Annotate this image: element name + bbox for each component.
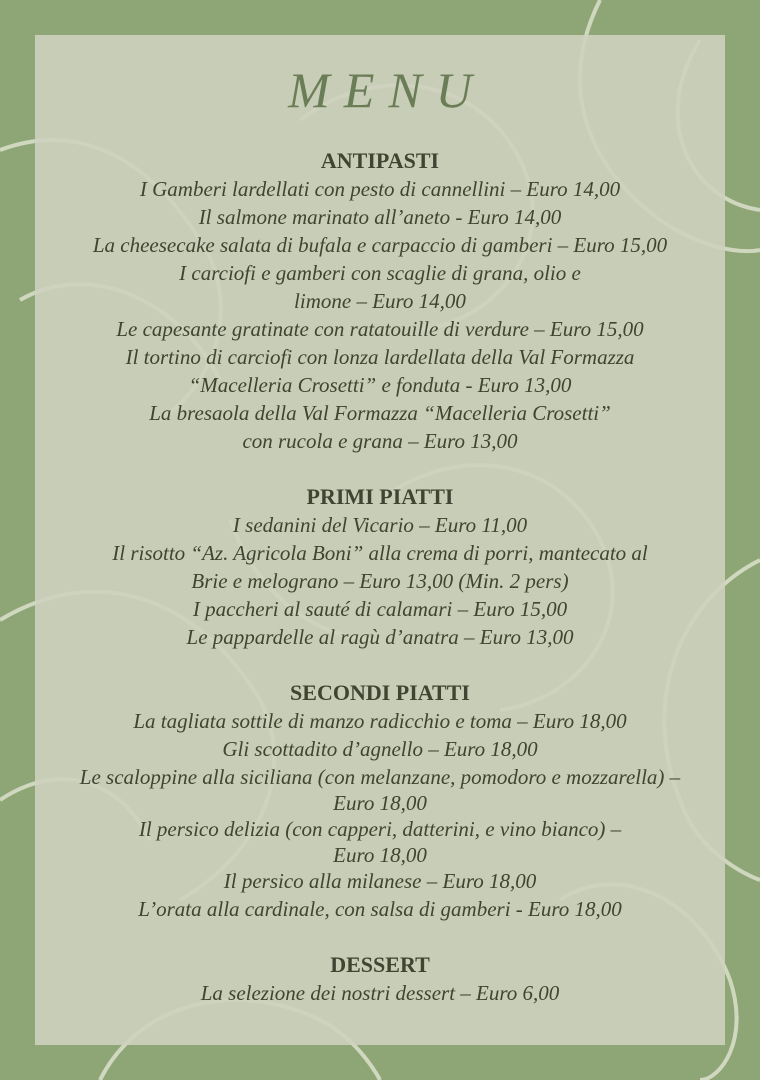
- menu-item-line: L’orata alla cardinale, con salsa di gamberi - Euro 18,00: [138, 897, 622, 921]
- menu-item-line: La cheesecake salata di bufala e carpaccio di gamberi – Euro 15,00: [92, 233, 668, 257]
- menu-item-line: Le capesante gratinate con ratatouille di verdure – Euro 15,00: [116, 317, 644, 341]
- menu-item: [35, 399, 725, 455]
- menu-section-antipasti: [35, 147, 725, 455]
- menu-item-line: Il persico alla milanese – Euro 18,00: [223, 869, 537, 893]
- menu-item-line: I paccheri al sauté di calamari – Euro 15,00: [192, 597, 568, 621]
- menu-item: [35, 867, 725, 895]
- menu-item-line: con rucola e grana – Euro 13,00: [242, 429, 518, 453]
- menu-item-line: Brie e melograno – Euro 13,00 (Min. 2 pers): [191, 569, 569, 593]
- menu-item: [35, 539, 725, 595]
- menu-item-line: Il persico delizia (con capperi, datterini, e vino bianco) –: [138, 817, 622, 841]
- section-heading: ANTIPASTI: [320, 148, 440, 173]
- menu-item-line: limone – Euro 14,00: [294, 289, 466, 313]
- menu-item: [35, 231, 725, 259]
- menu-item: [35, 735, 725, 763]
- menu-item-line: I sedanini del Vicario – Euro 11,00: [232, 513, 528, 537]
- section-heading: DESSERT: [330, 952, 430, 977]
- menu-item: [35, 203, 725, 231]
- menu-item: [35, 343, 725, 399]
- menu-content: [35, 35, 725, 1007]
- menu-item-line: Il salmone marinato all’aneto - Euro 14,00: [198, 205, 562, 229]
- section-heading: PRIMI PIATTI: [306, 484, 454, 509]
- menu-item: [35, 815, 725, 867]
- menu-item-line: La tagliata sottile di manzo radicchio e toma – Euro 18,00: [133, 709, 627, 733]
- menu-item-line: Il tortino di carciofi con lonza lardellata della Val Formazza: [125, 345, 635, 369]
- menu-item: [35, 595, 725, 623]
- menu-item-line: Euro 18,00: [333, 843, 427, 867]
- menu-item-line: La bresaola della Val Formazza “Macelleria Crosetti”: [149, 401, 611, 425]
- menu-section-dessert: [35, 951, 725, 1007]
- menu-item: [35, 511, 725, 539]
- menu-item: [35, 895, 725, 923]
- menu-title: MENU: [288, 62, 486, 118]
- menu-item-line: “Macelleria Crosetti” e fonduta - Euro 13,00: [188, 373, 572, 397]
- menu-section-primi-piatti: [35, 483, 725, 651]
- menu-item-line: Euro 18,00: [333, 791, 427, 815]
- menu-item-line: Il risotto “Az. Agricola Boni” alla crema di porri, mantecato al: [112, 541, 648, 565]
- menu-item: [35, 315, 725, 343]
- menu-item-line: La selezione dei nostri dessert – Euro 6,00: [200, 981, 560, 1005]
- menu-sections: [35, 147, 725, 1007]
- menu-item-line: I Gamberi lardellati con pesto di cannellini – Euro 14,00: [139, 177, 621, 201]
- menu-item: [35, 763, 725, 815]
- menu-section-secondi-piatti: [35, 679, 725, 923]
- menu-item: [35, 979, 725, 1007]
- menu-item-line: I carciofi e gamberi con scaglie di grana, olio e: [179, 261, 581, 285]
- menu-item: [35, 707, 725, 735]
- menu-item: [35, 623, 725, 651]
- menu-item-line: Le pappardelle al ragù d’anatra – Euro 13,00: [186, 625, 574, 649]
- menu-item-line: Gli scottadito d’agnello – Euro 18,00: [222, 737, 538, 761]
- section-heading: SECONDI PIATTI: [290, 680, 470, 705]
- menu-item: [35, 175, 725, 203]
- menu-item-line: Le scaloppine alla siciliana (con melanzane, pomodoro e mozzarella) –: [79, 765, 681, 789]
- menu-item: [35, 259, 725, 315]
